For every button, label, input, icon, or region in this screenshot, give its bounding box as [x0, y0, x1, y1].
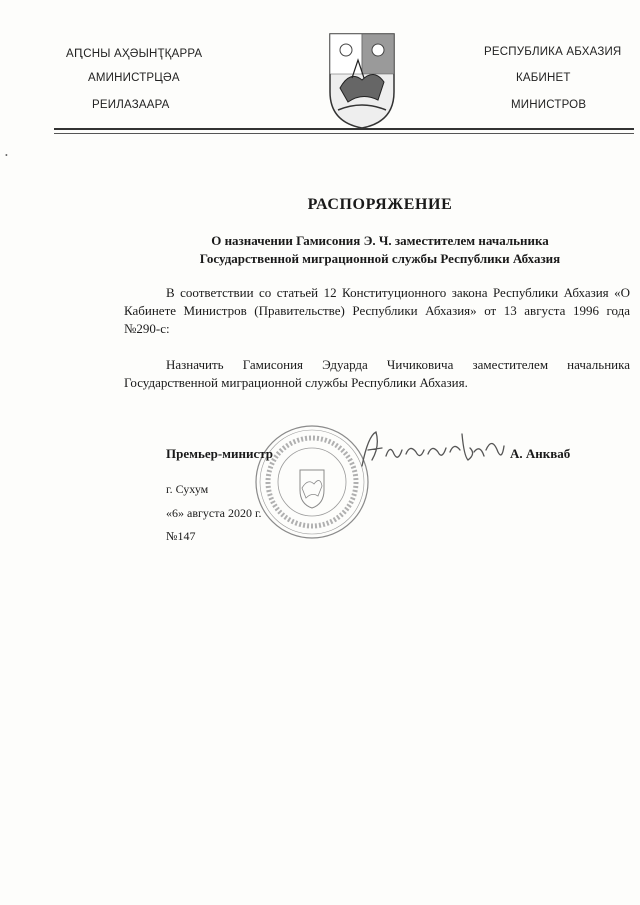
- signer-name: А. Анкваб: [510, 446, 571, 461]
- header-left-line3: РЕИЛАЗААРА: [92, 99, 170, 111]
- header-left-line2: АМИНИСТРЦӘА: [88, 72, 180, 84]
- document-subject: [130, 232, 630, 268]
- handwritten-signature-icon: [358, 426, 508, 472]
- document-city: г. Сухум: [166, 482, 209, 496]
- scan-mark: •: [5, 151, 8, 160]
- header-left-line1: АԤСНЫ АҲӘЫНҬҚАРРА: [66, 48, 203, 60]
- signer-position: Премьер-министр: [166, 446, 274, 461]
- subject-line-2: Государственной миграционной службы Республики Абхазия: [199, 251, 561, 266]
- header-divider-thin: [54, 133, 634, 134]
- paragraph-order-text: Назначить Гамисония Эдуарда Чичиковича заместителем начальника Государственной миграционной службы Республики Абхазия.: [124, 357, 630, 390]
- paragraph-basis: [124, 284, 630, 338]
- emblem-icon: [328, 30, 396, 130]
- document-date: «6» августа 2020 г.: [166, 506, 262, 520]
- subject-line-1: О назначении Гамисония Э. Ч. заместителем начальника: [211, 233, 549, 248]
- header-right-line2: КАБИНЕТ: [516, 72, 571, 84]
- document-number: №147: [166, 529, 196, 543]
- header-right-line3: МИНИСТРОВ: [511, 99, 587, 111]
- paragraph-order: [124, 356, 630, 392]
- paragraph-basis-text: В соответствии со статьей 12 Конституционного закона Республики Абхазия «О Кабинете Министров (Правительстве) Республики Абхазия» от 13 августа 1996 года №290-с:: [124, 285, 630, 336]
- header-divider-thick: [54, 128, 634, 130]
- header-right-line1: РЕСПУБЛИКА АБХАЗИЯ: [484, 46, 622, 58]
- document-title: РАСПОРЯЖЕНИЕ: [307, 196, 453, 213]
- official-seal-icon: [252, 418, 372, 546]
